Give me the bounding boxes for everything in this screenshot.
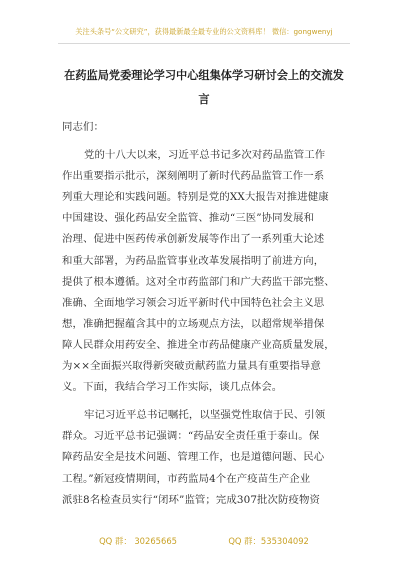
paragraph-line: 义。下面，我结合学习工作实际，谈几点体会。 [62,381,283,394]
paragraph-line: 障人民群众用药安全、推进全市药品健康产业高质量发展， [62,338,335,351]
paragraph-gap [62,138,348,145]
title-line: 在药监局党委理论学习中心组集体学习研讨会上的交流发 [64,69,344,82]
paragraph-line: 中国建设、强化药品安全监管、推动“三医”协同发展和 [62,212,315,225]
paragraph-line: 和重大部署，为药品监管事业改革发展指明了前进方向， [62,254,325,267]
title-line: 言 [198,93,210,106]
paragraph-line: 提供了根本遵循。这对全市药监部门和广大药监干部完整、 [62,275,335,288]
footer-contact [0,535,408,547]
paragraph-line: 牢记习近平总书记嘱托，以坚强党性取信于民、引领 [84,409,326,422]
footer-qq-group-1: QQ 群： 30265665 [99,536,177,546]
document-body [62,117,348,511]
paragraph-line: 想，准确把握蕴含其中的立场观点方法，以超常规举措保 [62,317,325,330]
header-banner: 关注头条号“公文研究”，获得最新最全最专业的公文资料库！ 微信：gongwenyj [75,27,333,36]
salutation: 同志们： [62,121,104,133]
paragraph-1 [62,145,348,398]
paragraph-line: 治理、促进中医药传承创新发展等作出了一系列重大论述 [62,233,325,246]
paragraph-line: 群众。习近平总书记强调：“药品安全责任重于泰山。保 [62,430,320,443]
paragraph-line: 党的十八大以来，习近平总书记多次对药品监管工作 [84,149,326,162]
paragraph-2 [62,405,348,510]
paragraph-line: 为××全面振兴取得新突破贡献药监力量具有重要指导意 [62,360,321,373]
paragraph-gap [62,398,348,405]
footer-qq-group-2: QQ 群：535304092 [228,536,309,546]
paragraph-line: 障药品安全是技术问题、管理工作，也是道德问题、民心 [62,451,325,464]
paragraph-line: 派驻8名检查员实行“闭环”监管；完成307批次防疫物资 [62,493,320,506]
paragraph-line: 作出重要指示批示，深刻阐明了新时代药品监管工作一系 [62,170,325,183]
paragraph-line: 工程。”新冠疫情期间，市药监局4个在产疫苗生产企业 [62,472,311,485]
paragraph-line: 列重大理论和实践问题。特别是党的XX大报告对推进健康 [62,191,329,204]
paragraph-line: 准确、全面地学习领会习近平新时代中国特色社会主义思 [62,296,325,309]
document-title [60,64,348,112]
header-divider [58,43,350,44]
